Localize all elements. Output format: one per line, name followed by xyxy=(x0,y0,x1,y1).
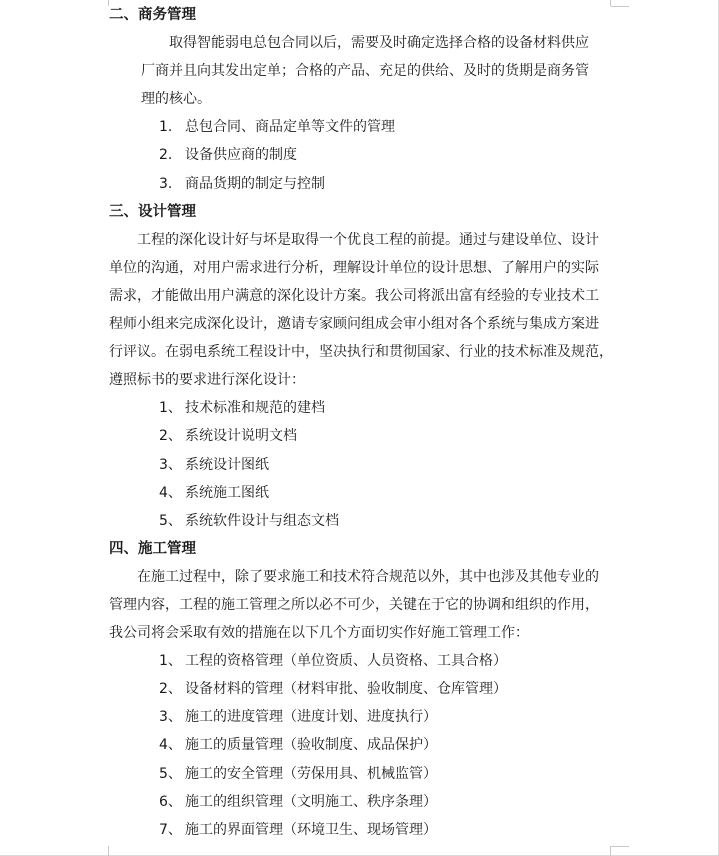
paragraph-line: 单位的沟通，对用户需求进行分析，理解设计单位的设计思想、了解用户的实际 xyxy=(109,259,599,276)
list-item xyxy=(109,647,609,675)
list-number: 2、 xyxy=(159,428,182,445)
list-number: 5、 xyxy=(159,765,182,782)
list-item xyxy=(109,703,609,731)
list-item xyxy=(109,816,609,844)
list-text: 系统设计说明文档 xyxy=(185,428,297,445)
paragraph-line: 我公司将会采取有效的措施在以下几个方面切实作好施工管理工作： xyxy=(109,625,529,642)
list-number: 6、 xyxy=(159,793,182,810)
list-text: 总包合同、商品定单等文件的管理 xyxy=(185,119,395,136)
list-item xyxy=(109,675,609,703)
section-heading: 二、商务管理 xyxy=(109,7,196,23)
paragraph-line: 需求，才能做出用户满意的深化设计方案。我公司将派出富有经验的专业技术工 xyxy=(109,287,599,304)
list-number: 1、 xyxy=(159,400,182,417)
list-number: 1、 xyxy=(159,653,182,670)
list-number: 7、 xyxy=(159,821,182,838)
list-number: 4、 xyxy=(159,737,182,754)
paragraph-line: 行评议。在弱电系统工程设计中，坚决执行和贯彻国家、行业的技术标准及规范， xyxy=(109,344,613,361)
section-heading: 三、设计管理 xyxy=(109,203,196,220)
paragraph-line: 工程的深化设计好与坏是取得一个优良工程的前提。通过与建设单位、设计 xyxy=(137,231,599,248)
paragraph-line: 厂商并且向其发出定单；合格的产品、充足的供给、及时的货期是商务管 xyxy=(141,63,589,80)
list-text: 施工的进度管理（进度计划、进度执行） xyxy=(185,709,437,726)
paragraph-line: 理的核心。 xyxy=(141,91,211,108)
crop-mark xyxy=(108,846,109,856)
list-text: 施工的界面管理（环境卫生、现场管理） xyxy=(185,821,437,838)
list-number: 1. xyxy=(159,119,173,136)
list-number: 3、 xyxy=(159,709,182,726)
list-text: 工程的资格管理（单位资质、人员资格、工具合格） xyxy=(185,653,507,670)
list-item xyxy=(109,451,609,479)
list-item xyxy=(109,394,609,422)
crop-mark xyxy=(611,846,629,847)
list-text: 系统设计图纸 xyxy=(185,456,269,473)
list-text: 系统软件设计与组态文档 xyxy=(185,512,339,529)
list-number: 3、 xyxy=(159,456,182,473)
list-number: 3. xyxy=(159,175,173,192)
list-item xyxy=(109,113,609,141)
list-number: 2、 xyxy=(159,681,182,698)
section-heading: 四、施工管理 xyxy=(109,540,196,557)
list-item xyxy=(109,422,609,450)
list-item xyxy=(109,141,609,169)
list-text: 技术标准和规范的建档 xyxy=(185,400,325,417)
list-text: 施工的质量管理（验收制度、成品保护） xyxy=(185,737,437,754)
document-body[interactable] xyxy=(109,1,613,844)
list-item xyxy=(109,788,609,816)
crop-mark xyxy=(611,6,629,7)
list-text: 设备供应商的制度 xyxy=(185,147,297,164)
paragraph-line: 取得智能弱电总包合同以后，需要及时确定选择合格的设备材料供应 xyxy=(169,35,589,52)
paragraph-line: 在施工过程中，除了要求施工和技术符合规范以外，其中也涉及其他专业的 xyxy=(137,568,599,585)
paragraph-line: 遵照标书的要求进行深化设计： xyxy=(109,372,305,389)
paragraph-line: 管理内容，工程的施工管理之所以必不可少，关键在于它的协调和组织的作用， xyxy=(109,596,599,613)
list-number: 5、 xyxy=(159,512,182,529)
list-item xyxy=(109,760,609,788)
list-text: 施工的安全管理（劳保用具、机械监管） xyxy=(185,765,437,782)
crop-mark xyxy=(610,846,611,856)
list-text: 系统施工图纸 xyxy=(185,484,269,501)
list-item xyxy=(109,507,609,535)
list-text: 施工的组织管理（文明施工、秩序条理） xyxy=(185,793,437,810)
list-number: 4、 xyxy=(159,484,182,501)
list-item xyxy=(109,170,609,198)
paragraph-line: 程师小组来完成深化设计，邀请专家顾问组成会审小组对各个系统与集成方案进 xyxy=(109,316,599,333)
list-text: 商品货期的制定与控制 xyxy=(185,175,325,192)
list-item xyxy=(109,479,609,507)
list-text: 设备材料的管理（材料审批、验收制度、仓库管理） xyxy=(185,681,507,698)
list-item xyxy=(109,731,609,759)
list-number: 2. xyxy=(159,147,173,164)
